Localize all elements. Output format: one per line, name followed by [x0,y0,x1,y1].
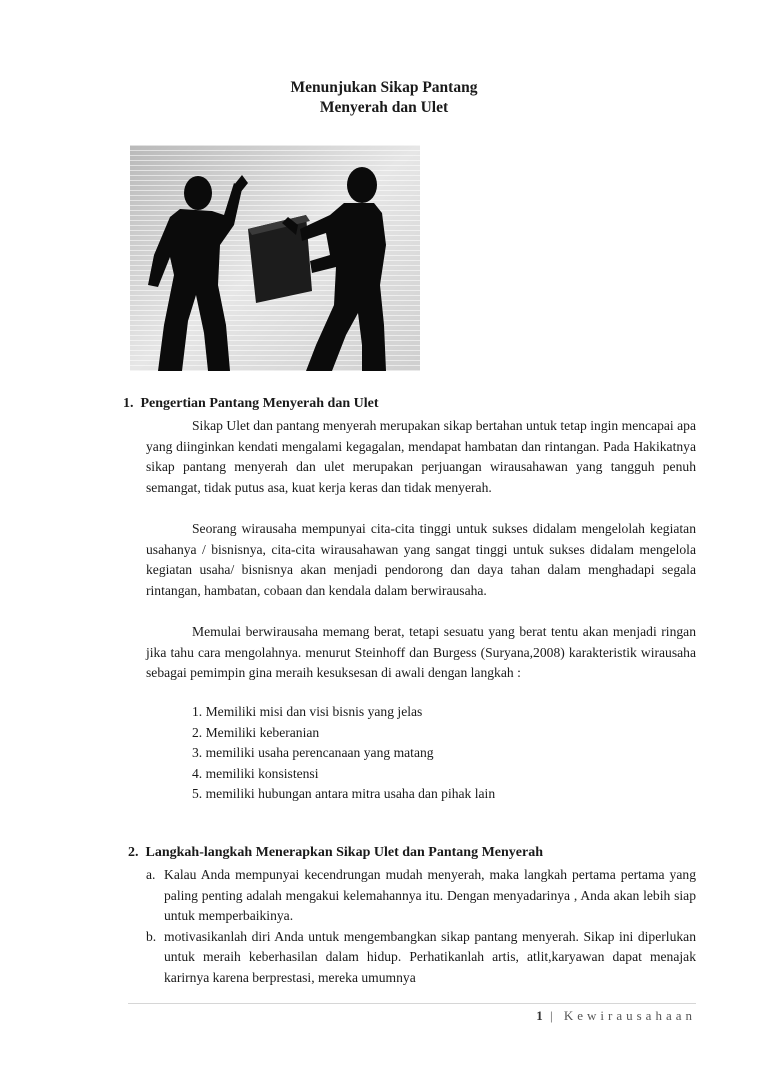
section-1-heading [123,396,378,412]
section-1-paragraph-1: Sikap Ulet dan pantang menyerah merupakan sikap bertahan untuk tetap ingin mencapai apa yang diinginkan kendati mengalami kegagalan, mendapat hambatan dan rintangan. Pada Hakikatnya sikap pantang menyerah dan ulet merupakan perjuangan wirausahawan yang tangguh penuh semangat, tidak putus asa, kuat kerja keras dan tidak menyerah. [146,418,696,495]
page-number: 1 [536,1008,543,1023]
list-item-text: motivasikanlah diri Anda untuk mengembangkan sikap pantang menyerah. Sikap ini diperlukan untuk meraih keberhasilan dalam hidup. Perhatikanlah artis, atlit,karyawan dapat menajak karirnya karena berprestasi, mereka umumnya [164,928,696,985]
silhouette-illustration [130,145,420,371]
list-item [146,927,696,989]
footer-text: Kewirausahaan [563,1008,696,1023]
section-2-heading [128,845,543,861]
section-2-list [146,865,696,989]
title-line-1: Menunjukan Sikap Pantang [290,79,478,96]
list-marker: a. [146,867,156,882]
list-item: 5. memiliki hubungan antara mitra usaha dan pihak lain [192,786,496,802]
page-footer [536,1008,696,1024]
footer-separator: | [550,1008,557,1023]
steps-list [192,702,495,805]
list-item: 3. memiliki usaha perencanaan yang matang [192,745,434,761]
list-item: 1. Memiliki misi dan visi bisnis yang jelas [192,704,423,719]
section-1-title: Pengertian Pantang Menyerah dan Ulet [140,396,379,411]
section-2-number: 2. [128,845,139,860]
section-1-paragraph-3: Memulai berwirausaha memang berat, tetapi sesuatu yang berat tentu akan menjadi ringan jika tahu cara mengolahnya. menurut Steinhoff dan Burgess (Suryana,2008) karakteristik wirausaha sebagai pemimpin gina meraih kesuksesan di awali dengan langkah : [146,624,696,681]
section-1-number: 1. [123,396,134,411]
list-item [146,865,696,927]
list-item: 2. Memiliki keberanian [192,724,320,740]
list-item-text: Kalau Anda mempunyai kecendrungan mudah menyerah, maka langkah pertama pertama yang paling penting adalah mengakui kelemahannya itu. Dengan menyadarinya , Anda akan lebih siap untuk memperbaikinya. [164,867,696,924]
list-item: 4. memiliki konsistensi [192,765,319,781]
section-2-title: Langkah-langkah Menerapkan Sikap Ulet dan Pantang Menyerah [145,845,544,860]
title-line-2: Menyerah dan Ulet [319,99,449,116]
section-1-paragraph-2: Seorang wirausaha mempunyai cita-cita tinggi untuk sukses didalam mengelolah kegiatan usahanya / bisnisnya, cita-cita wirausahawan yang sangat tinggi untuk sukses didalam mengelola kegiatan usaha/ bisnisnya akan menjadi pendorong dan daya tahan dalam menghadapi segala rintangan, hambatan, cobaan dan kendala dalam berwirausaha. [146,521,696,598]
footer-divider [128,1003,696,1004]
list-marker: b. [146,928,157,944]
